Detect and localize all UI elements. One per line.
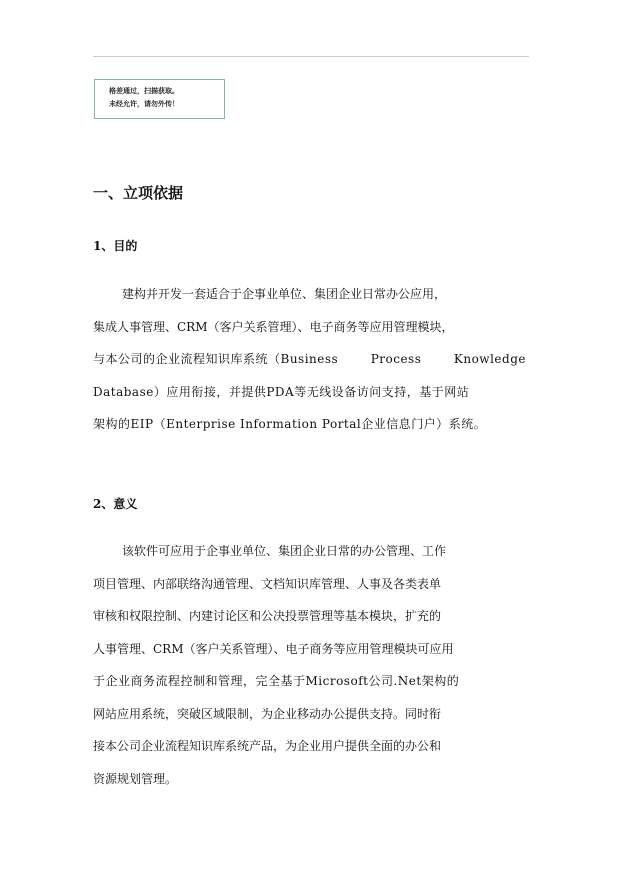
paragraph-line: 于企业商务流程控制和管理，完全基于Microsoft公司.Net架构的 (93, 674, 460, 688)
meaning-heading: 2、意义 (93, 497, 138, 511)
paragraph-line: 人事管理、CRM（客户关系管理）、电子商务等应用管理模块可应用 (93, 641, 454, 656)
paragraph-line: 资源规划管理。 (93, 771, 178, 786)
paragraph-line: 架构的EIP（Enterprise Information Portal企业信息门户）系统。 (93, 417, 487, 431)
confidential-notice-box (94, 79, 225, 119)
purpose-heading: 1、目的 (93, 239, 138, 253)
paragraph-line: 建构并开发一套适合于企事业单位、集团企业日常办公应用， (122, 287, 447, 301)
purpose-paragraph (93, 278, 533, 441)
section-heading: 一、立项依据 (93, 184, 184, 202)
paragraph-line: 网站应用系统，突破区域限制，为企业移动办公提供支持。同时衔 (93, 706, 442, 721)
meaning-paragraph (93, 535, 533, 795)
paragraph-line: 该软件可应用于企事业单位、集团企业日常的办公管理、工作 (122, 544, 447, 558)
paragraph-line: 审核和权限控制、内建讨论区和公决投票管理等基本模块，扩充的 (93, 609, 442, 623)
notice-line-2: 未经允许，请勿外传！ (109, 100, 179, 108)
paragraph-line: Database）应用衔接，并提供PDA等无线设备访问支持，基于网站 (93, 384, 470, 399)
paragraph-line: 接本公司企业流程知识库系统产品，为企业用户提供全面的办公和 (93, 739, 442, 753)
line-segment: Knowledge (453, 352, 526, 366)
paragraph-line: 项目管理、内部联络沟通管理、文档知识库管理、人事及各类表单 (93, 576, 442, 591)
line-segment: Process (370, 352, 422, 366)
paragraph-line: 集成人事管理、CRM（客户关系管理）、电子商务等应用管理模块， (93, 319, 454, 334)
notice-line-1: 格差通过，扫描获取。 (109, 87, 179, 95)
header-rule (93, 56, 529, 57)
line-segment: 与本公司的企业流程知识库系统（Business (93, 352, 339, 366)
paragraph-line (93, 343, 526, 376)
